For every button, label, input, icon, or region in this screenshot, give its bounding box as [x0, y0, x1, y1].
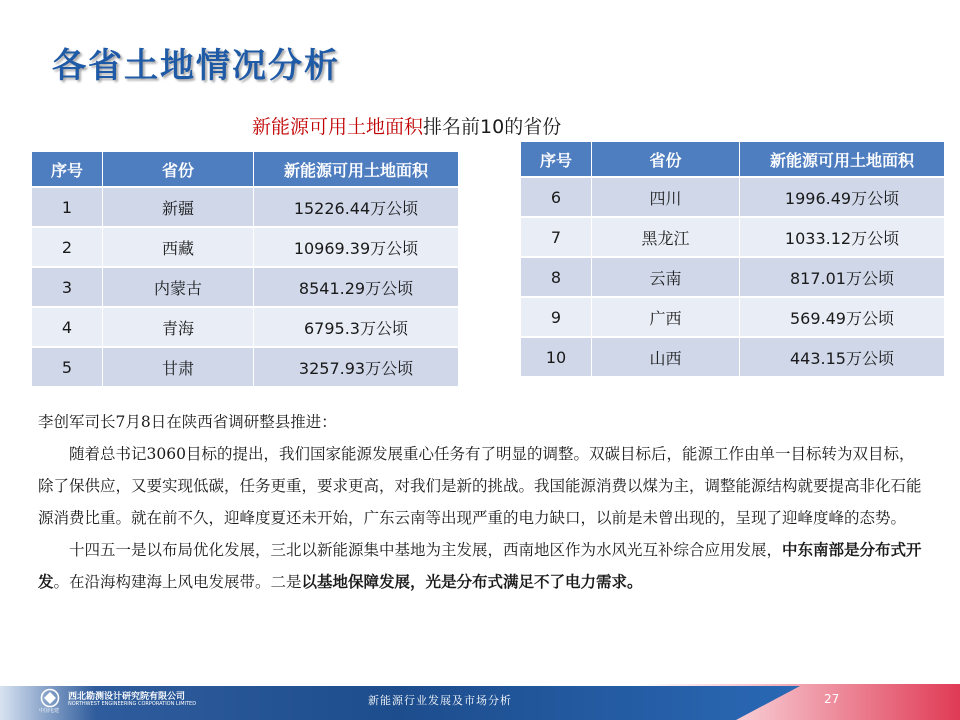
header-rank: 序号 [32, 152, 102, 186]
cell-rank: 1 [32, 188, 102, 226]
cell-area: 1033.12万公顷 [739, 218, 944, 256]
table-row [521, 338, 944, 376]
cell-rank: 6 [521, 178, 591, 216]
cell-rank: 8 [521, 258, 591, 296]
paragraph-2-part-a: 十四五一是以布局优化发展，三北以新能源集中基地为主发展，西南地区作为水风光互补综合应用发展， [69, 541, 783, 559]
company-name-en: NORTHWEST ENGINEERING CORPORATION LIMITED [68, 701, 197, 707]
header-province: 省份 [102, 152, 253, 186]
cell-rank: 10 [521, 338, 591, 376]
table-row [32, 268, 458, 306]
cell-area: 1996.49万公顷 [739, 178, 944, 216]
caption-rest: 排名前10的省份 [423, 116, 562, 138]
paragraph-2-bold-d: 以基地保障发展，光是分布式满足不了电力需求。 [301, 572, 643, 591]
paragraph-1: 随着总书记3060目标的提出，我们国家能源发展重心任务有了明显的调整。双碳目标后，能源工作由单一目标转为双目标，除了保供应，又要实现低碳，任务更重，要求更高，对我们是新的挑战。我国能源消费以煤为主，调整能源结构就要提高非化石能源消费比重。就在前不久，迎峰度夏还未开始，广东云南等出现严重的电力缺口，以前是未曾出现的，呈现了迎峰度峰的态势。 [38, 445, 922, 527]
cell-province: 新疆 [102, 188, 253, 226]
table-caption [252, 112, 561, 139]
header-province: 省份 [591, 142, 739, 176]
cell-rank: 5 [32, 348, 102, 386]
cell-rank: 4 [32, 308, 102, 346]
table-header-row [521, 142, 944, 176]
cell-province: 山西 [591, 338, 739, 376]
page-title: 各省土地情况分析 [52, 46, 340, 86]
table-header-row [32, 152, 458, 186]
company-logo-icon [38, 688, 62, 708]
cell-rank: 2 [32, 228, 102, 266]
cell-area: 3257.93万公顷 [253, 348, 458, 386]
cell-area: 10969.39万公顷 [253, 228, 458, 266]
table-row [32, 188, 458, 226]
table-row [521, 178, 944, 216]
cell-area: 15226.44万公顷 [253, 188, 458, 226]
logo-text: 中国电建 [39, 708, 60, 714]
cell-province: 广西 [591, 298, 739, 336]
header-area: 新能源可用土地面积 [739, 142, 944, 176]
cell-province: 云南 [591, 258, 739, 296]
header-rank: 序号 [521, 142, 591, 176]
intro-line: 李创军司长7月8日在陕西省调研整县推进： [38, 413, 337, 431]
cell-rank: 7 [521, 218, 591, 256]
paragraph-2-bold-a: 中东南部是分布式开发 [38, 540, 922, 591]
cell-area: 817.01万公顷 [739, 258, 944, 296]
paragraph-2 [38, 534, 928, 598]
table-row [32, 228, 458, 266]
company-name: 西北勘测设计研究院有限公司 [68, 692, 186, 702]
cell-rank: 9 [521, 298, 591, 336]
page-number: 27 [824, 692, 840, 706]
table-row [32, 308, 458, 346]
cell-province: 甘肃 [102, 348, 253, 386]
header-area: 新能源可用土地面积 [253, 152, 458, 186]
ranking-table-right [521, 140, 944, 378]
body-text [38, 406, 928, 598]
cell-area: 6795.3万公顷 [253, 308, 458, 346]
footer-title: 新能源行业发展及市场分析 [368, 694, 512, 707]
cell-province: 西藏 [102, 228, 253, 266]
caption-highlight: 新能源可用土地面积 [252, 116, 424, 138]
cell-province: 青海 [102, 308, 253, 346]
cell-area: 443.15万公顷 [739, 338, 944, 376]
cell-province: 黑龙江 [591, 218, 739, 256]
cell-province: 四川 [591, 178, 739, 216]
table-row [521, 218, 944, 256]
paragraph-2-part-c: 。在沿海构建海上风电发展带。二是 [53, 573, 302, 591]
table-row [521, 258, 944, 296]
table-row [32, 348, 458, 386]
ranking-table-left [32, 150, 458, 388]
cell-area: 569.49万公顷 [739, 298, 944, 336]
cell-province: 内蒙古 [102, 268, 253, 306]
cell-area: 8541.29万公顷 [253, 268, 458, 306]
table-row [521, 298, 944, 336]
cell-rank: 3 [32, 268, 102, 306]
